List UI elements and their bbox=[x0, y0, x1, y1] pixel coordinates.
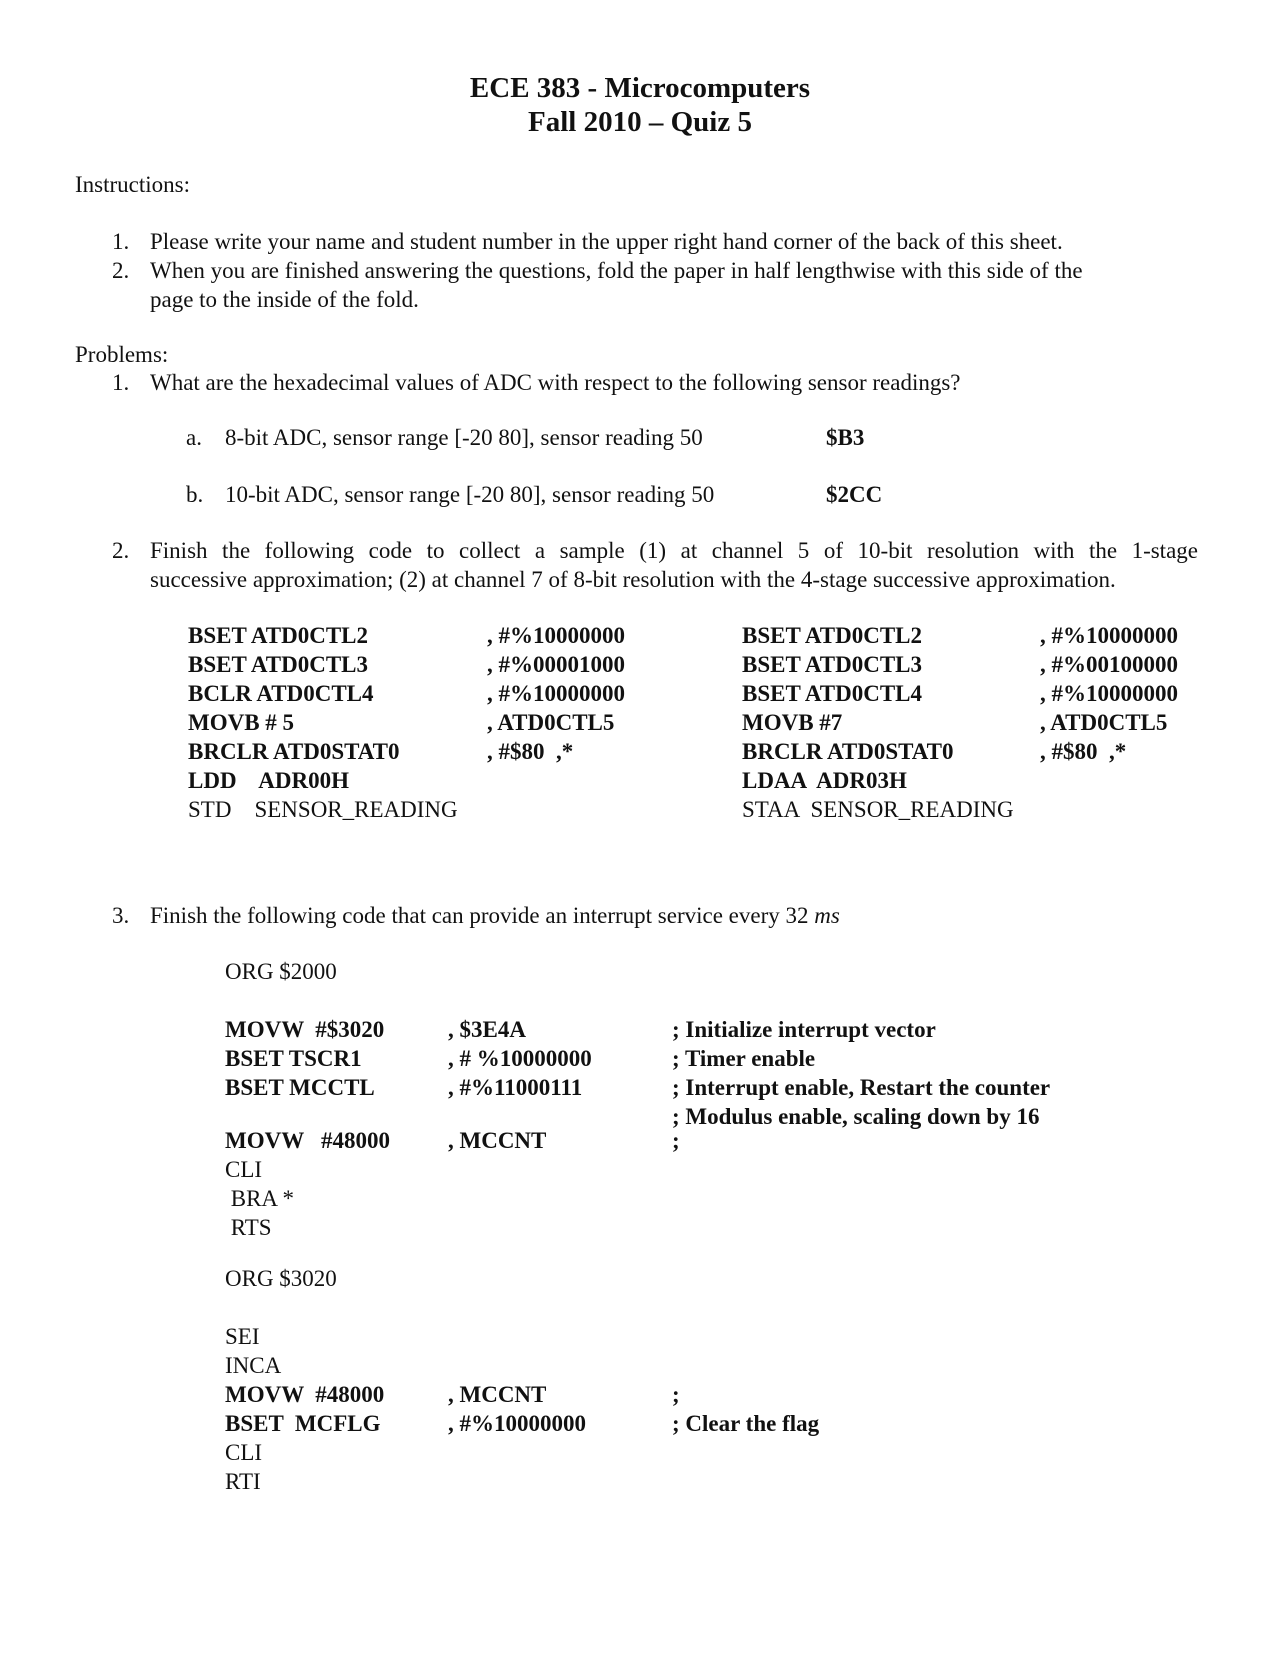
code-operand: , ATD0CTL5 bbox=[1040, 710, 1168, 735]
code-line: BSET MCFLG bbox=[225, 1411, 381, 1436]
code-operand: , #%10000000 bbox=[1040, 681, 1178, 706]
code-line: CLI bbox=[225, 1440, 263, 1465]
code-comment: ; Interrupt enable, Restart the counter bbox=[672, 1075, 1051, 1100]
code-operand: , #%10000000 bbox=[1040, 623, 1178, 648]
p3-block2-comments bbox=[672, 1126, 680, 1155]
code-operand: , #$80 ,* bbox=[487, 739, 574, 764]
code-line: INCA bbox=[225, 1353, 282, 1378]
code-line: SEI bbox=[225, 1324, 260, 1349]
code-operand: , #$80 ,* bbox=[1040, 739, 1127, 764]
code-line: BRCLR ATD0STAT0 bbox=[188, 739, 400, 764]
code-operand: , MCCNT bbox=[448, 1128, 547, 1153]
problem-2-text-line1: Finish the following code to collect a sample (1) at channel 5 of 10-bit resolution with the 1-stage bbox=[150, 538, 1198, 563]
problem-3-text bbox=[150, 903, 840, 929]
p3-block3-comments bbox=[672, 1380, 819, 1438]
problem-1-number: 1. bbox=[112, 370, 130, 395]
code-operand: , MCCNT bbox=[448, 1382, 547, 1407]
problem-1a-label: a. bbox=[186, 425, 202, 450]
code-operand: , # %10000000 bbox=[448, 1046, 592, 1071]
p3-block2-operands bbox=[448, 1126, 546, 1155]
org-3020: ORG $3020 bbox=[225, 1266, 337, 1291]
code-comment: ; Modulus enable, scaling down by 16 bbox=[672, 1104, 1040, 1129]
instruction-1-number: 1. bbox=[112, 229, 130, 254]
problem-2-number: 2. bbox=[112, 538, 130, 563]
code-line: MOVW #48000 bbox=[225, 1128, 391, 1153]
code-line: BCLR ATD0CTL4 bbox=[188, 681, 374, 706]
problem-1a-answer: $B3 bbox=[826, 425, 865, 450]
p3-block1-operands bbox=[448, 1015, 592, 1102]
code-line: MOVW #$3020 bbox=[225, 1017, 385, 1042]
code-operand: , #%10000000 bbox=[487, 623, 625, 648]
p2-left-code-instructions bbox=[188, 621, 458, 824]
code-line: LDD ADR00H bbox=[188, 768, 350, 793]
code-line: RTI bbox=[225, 1469, 261, 1494]
code-comment: ; Clear the flag bbox=[672, 1411, 820, 1436]
title-course: ECE 383 - Microcomputers bbox=[469, 72, 811, 104]
problem-1a-text: 8-bit ADC, sensor range [-20 80], sensor reading 50 bbox=[225, 425, 703, 450]
code-comment: ; bbox=[672, 1382, 680, 1407]
p3-block1-comments bbox=[672, 1015, 1050, 1131]
code-line: BSET ATD0CTL2 bbox=[742, 623, 923, 648]
instruction-2-text: When you are finished answering the questions, fold the paper in half lengthwise with this side of the bbox=[150, 258, 1083, 283]
p2-left-code-operands bbox=[487, 621, 625, 766]
code-line: BSET TSCR1 bbox=[225, 1046, 362, 1071]
problem-3-unit: ms bbox=[814, 903, 840, 928]
code-comment: ; Initialize interrupt vector bbox=[672, 1017, 936, 1042]
code-line: CLI bbox=[225, 1157, 263, 1182]
title-quiz: Fall 2010 – Quiz 5 bbox=[528, 106, 752, 138]
code-line: RTS bbox=[225, 1215, 272, 1240]
problem-3-number: 3. bbox=[112, 903, 130, 928]
code-comment: ; bbox=[672, 1128, 680, 1153]
org-2000: ORG $2000 bbox=[225, 959, 337, 984]
code-line: BSET MCCTL bbox=[225, 1075, 375, 1100]
problem-1-text: What are the hexadecimal values of ADC with respect to the following sensor readings? bbox=[150, 370, 961, 395]
code-line: MOVB #7 bbox=[742, 710, 843, 735]
code-comment: ; Timer enable bbox=[672, 1046, 816, 1071]
code-line: BSET ATD0CTL2 bbox=[188, 623, 369, 648]
code-operand: , #%10000000 bbox=[448, 1411, 586, 1436]
problems-heading: Problems: bbox=[75, 342, 169, 367]
code-operand: , $3E4A bbox=[448, 1017, 526, 1042]
code-operand: , ATD0CTL5 bbox=[487, 710, 615, 735]
code-line: BSET ATD0CTL3 bbox=[188, 652, 369, 677]
p3-block3-operands bbox=[448, 1380, 586, 1438]
code-line: BRA * bbox=[225, 1186, 295, 1211]
p2-right-code-operands bbox=[1040, 621, 1178, 766]
p2-right-code-instructions bbox=[742, 621, 1014, 824]
code-line: BRCLR ATD0STAT0 bbox=[742, 739, 954, 764]
p3-block1-instructions bbox=[225, 1015, 384, 1102]
code-operand: , #%10000000 bbox=[487, 681, 625, 706]
code-line: MOVW #48000 bbox=[225, 1382, 385, 1407]
instruction-2-text-cont: page to the inside of the fold. bbox=[150, 287, 419, 312]
problem-1b-text: 10-bit ADC, sensor range [-20 80], sensor reading 50 bbox=[225, 482, 715, 507]
code-line: STD SENSOR_READING bbox=[188, 797, 458, 822]
problem-3-text-main: Finish the following code that can provide an interrupt service every 32 bbox=[150, 903, 809, 928]
instruction-1-text: Please write your name and student number in the upper right hand corner of the back of this sheet. bbox=[150, 229, 1063, 254]
code-line: MOVB # 5 bbox=[188, 710, 295, 735]
instruction-2-number: 2. bbox=[112, 258, 130, 283]
p3-block2-instructions bbox=[225, 1126, 390, 1242]
code-line: LDAA ADR03H bbox=[742, 768, 907, 793]
problem-1b-label: b. bbox=[186, 482, 204, 507]
code-operand: , #%11000111 bbox=[448, 1075, 583, 1100]
problem-2-text-line2: successive approximation; (2) at channel 7 of 8-bit resolution with the 4-stage successive approximation. bbox=[150, 567, 1116, 592]
code-operand: , #%00100000 bbox=[1040, 652, 1178, 677]
code-line: BSET ATD0CTL3 bbox=[742, 652, 923, 677]
instructions-heading: Instructions: bbox=[75, 172, 190, 197]
code-operand: , #%00001000 bbox=[487, 652, 625, 677]
problem-1b-answer: $2CC bbox=[826, 482, 883, 507]
code-line: BSET ATD0CTL4 bbox=[742, 681, 923, 706]
code-line: STAA SENSOR_READING bbox=[742, 797, 1014, 822]
p3-block3-instructions bbox=[225, 1322, 384, 1496]
